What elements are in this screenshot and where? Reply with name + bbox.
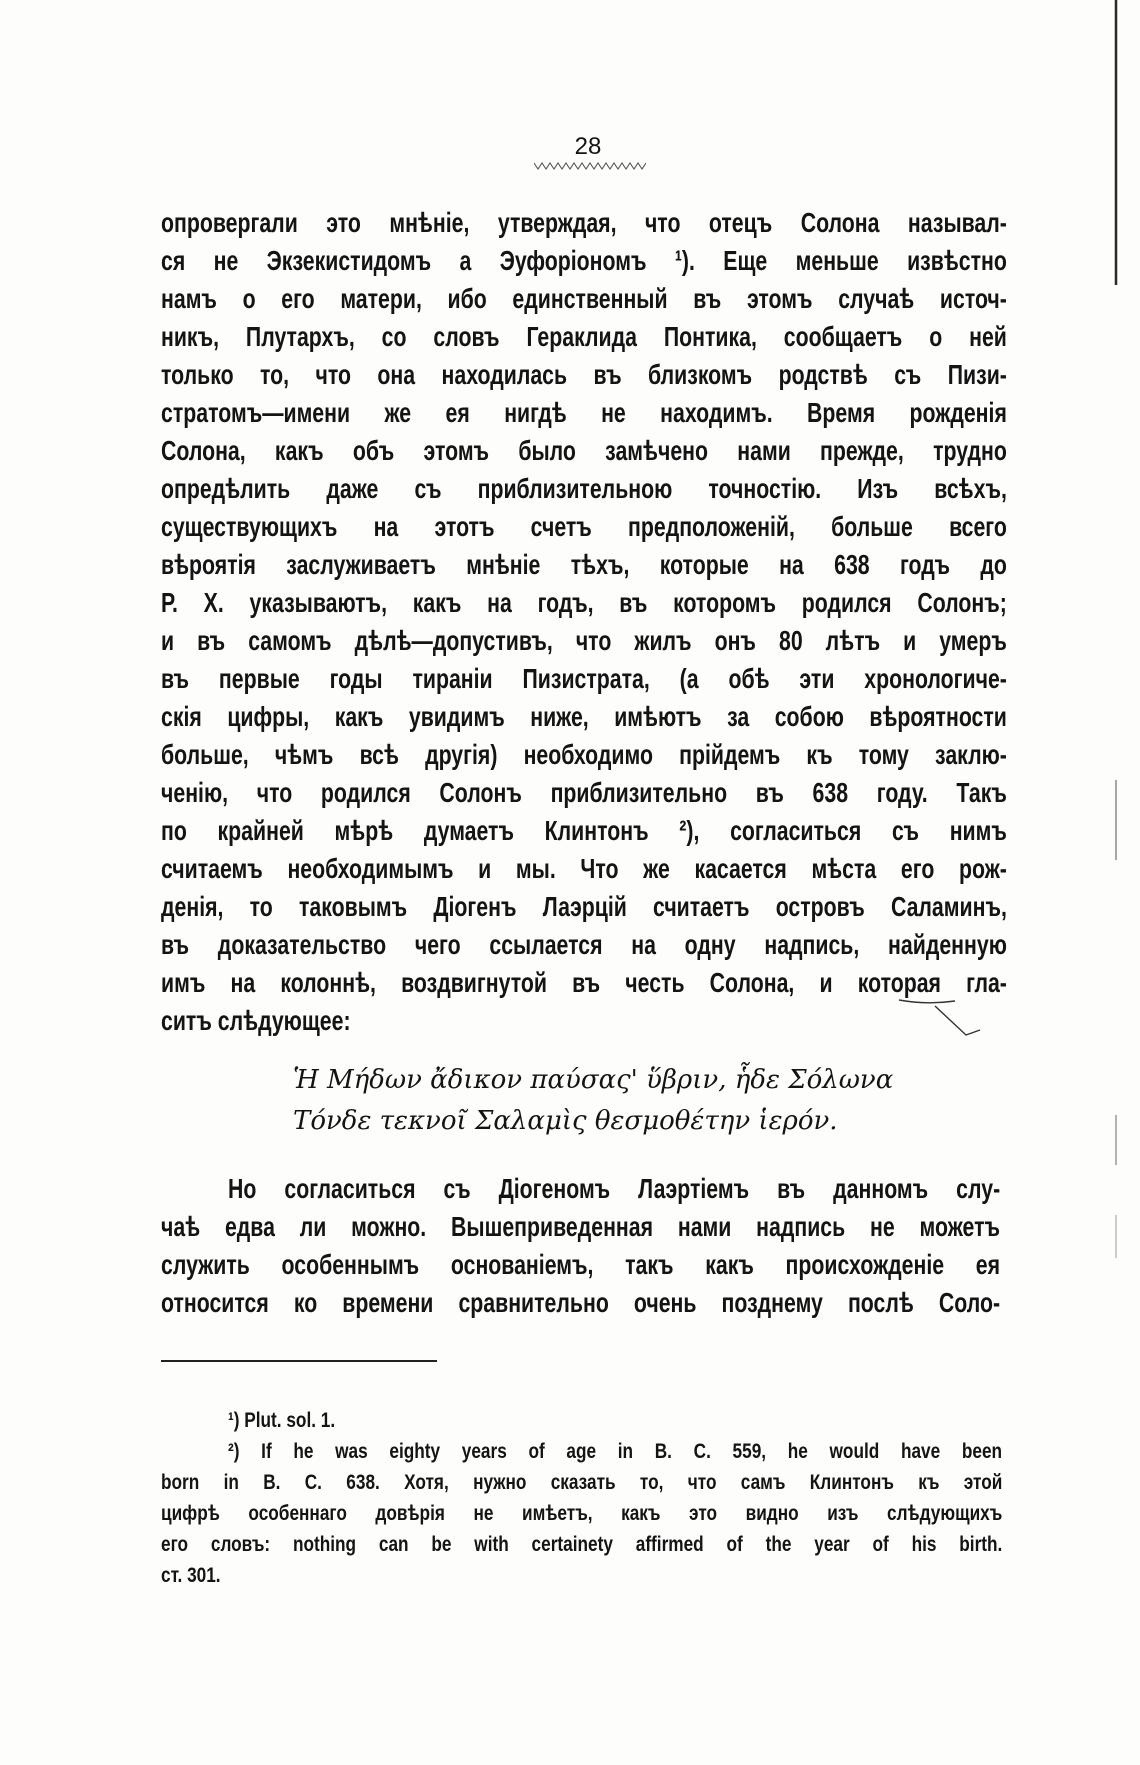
footnotes — [161, 1405, 1002, 1591]
footnote-line: цифрѣ особеннаго довѣрія не имѣетъ, какъ это видно изъ слѣдующихъ — [161, 1502, 1003, 1525]
pen-stroke — [935, 1006, 980, 1035]
footnote-1 — [161, 1405, 1002, 1436]
body-line: по крайней мѣрѣ думаетъ Клинтонъ ²), согласиться съ нимъ — [161, 815, 1007, 846]
footnote-line: born in B. C. 638. Хотя, нужно сказать то, что самъ Клинтонъ къ этой — [161, 1471, 1003, 1494]
footnote-rule — [161, 1360, 437, 1362]
body-line: считаемъ необходимымъ и мы. Что же касается мѣста его рож- — [161, 853, 1007, 884]
body-line: больше, чѣмъ всѣ другія) необходимо прійдемъ къ тому заклю- — [161, 739, 1007, 770]
body-line: въ доказательство чего ссылается на одну надпись, найденную — [161, 929, 1007, 960]
epigram-line: Τόνδε τεκνοῖ Σαλαμὶς θεσμοθέτην ἱερόν. — [293, 1106, 838, 1136]
body-line: намъ о его матери, ибо единственный въ этомъ случаѣ источ- — [161, 283, 1007, 314]
body-line: ся не Экзекистидомъ а Эуфоріономъ ¹). Еще меньше извѣстно — [161, 245, 1007, 276]
body-line: Солона, какъ объ этомъ было замѣчено нами прежде, трудно — [161, 435, 1007, 466]
body-line: въ первые годы тираніи Пизистрата, (а обѣ эти хронологиче- — [161, 663, 1007, 694]
body-line: существующихъ на этотъ счетъ предположеній, больше всего — [161, 511, 1007, 542]
body-line: только то, что она находилась въ близкомъ родствѣ съ Пизи- — [161, 359, 1007, 390]
body-line: стратомъ—имени же ея нигдѣ не находимъ. Время рожденія — [161, 397, 1007, 428]
body-line: ситъ слѣдующее: — [161, 1005, 351, 1036]
body-line: Р. Х. указываютъ, какъ на годъ, въ которомъ родился Солонъ; — [161, 587, 1007, 618]
page-number: 28 — [574, 133, 602, 160]
footnote-line: его словъ: nothing can be with certainety affirmed of the year of his birth. — [161, 1533, 1003, 1556]
paragraph-line: служить особеннымъ основаніемъ, такъ какъ происхожденіе ея — [161, 1249, 1001, 1280]
body-line: никъ, Плутархъ, со словъ Гераклида Понтика, сообщаетъ о ней — [161, 321, 1007, 352]
footnote-2 — [161, 1436, 1002, 1591]
body-text — [161, 204, 1007, 1040]
epigram-line: Ἡ Μήδων ἄδικον παύσας' ὕβριν, ἧδε Σόλωνα — [293, 1065, 894, 1095]
page-edge-shadow — [1106, 0, 1126, 1765]
body-line: имъ на колоннѣ, воздвигнутой въ честь Солона, и которая гла- — [161, 967, 1007, 998]
ornament-zigzag — [534, 163, 646, 169]
pen-underline — [899, 1000, 955, 1003]
page-number-ornament — [534, 160, 646, 172]
greek-epigram — [293, 1060, 893, 1142]
body-line: и въ самомъ дѣлѣ—допустивъ, что жилъ онъ 80 лѣтъ и умеръ — [161, 625, 1007, 656]
body-line: ченію, что родился Солонъ приблизительно въ 638 году. Такъ — [161, 777, 1007, 808]
body-line: скія цифры, какъ увидимъ ниже, имѣютъ за собою вѣроятности — [161, 701, 1007, 732]
paragraph-line: Но согласиться съ Діогеномъ Лаэртіемъ въ данномъ слу- — [228, 1173, 1001, 1204]
pen-mark — [880, 990, 990, 1050]
footnote-line: ²) If he was eighty years of age in B. C. 559, he would have been — [228, 1440, 1003, 1463]
body-line: опредѣлить даже съ приблизительною точностію. Изъ всѣхъ, — [161, 473, 1007, 504]
footnote-line: ст. 301. — [161, 1564, 221, 1587]
body-line: денія, то таковымъ Діогенъ Лаэрцій считаетъ островъ Саламинъ, — [161, 891, 1007, 922]
paragraph-line: относится ко времени сравнительно очень позднему послѣ Соло- — [161, 1287, 1001, 1318]
footnote-line: ¹) Plut. sol. 1. — [228, 1409, 336, 1432]
paragraph — [161, 1170, 1000, 1322]
body-line: вѣроятія заслуживаетъ мнѣніе тѣхъ, которые на 638 годъ до — [161, 549, 1007, 580]
body-line: опровергали это мнѣніе, утверждая, что отецъ Солона называл- — [161, 207, 1007, 238]
paragraph-line: чаѣ едва ли можно. Вышеприведенная нами надпись не можетъ — [161, 1211, 1001, 1242]
